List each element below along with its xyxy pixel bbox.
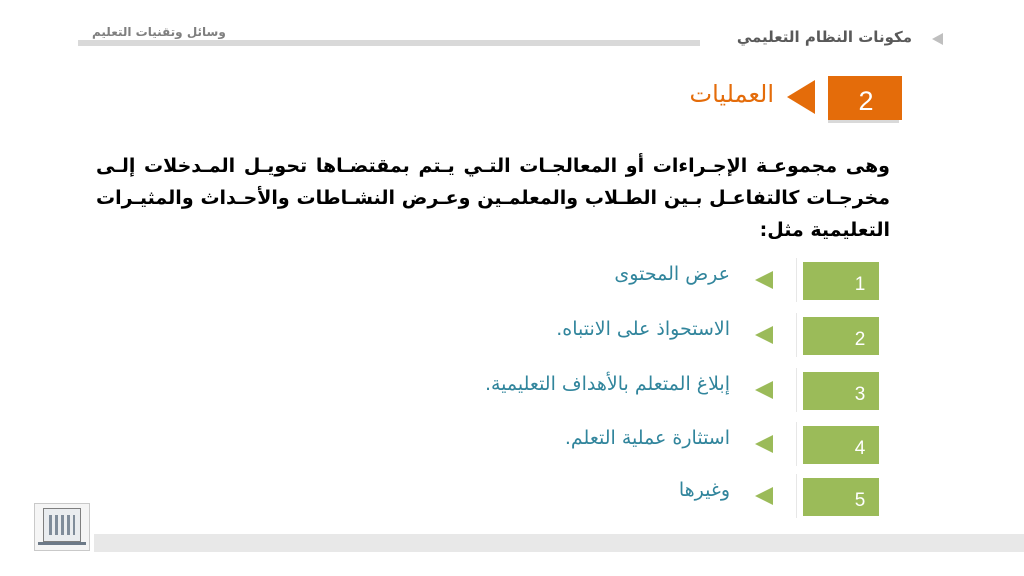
item-label: الاستحواذ على الانتباه.: [556, 318, 730, 340]
logo-emblem: [43, 508, 81, 542]
triangle-left-icon: [755, 271, 773, 289]
item-separator: [797, 368, 803, 412]
section-number: 2: [858, 86, 874, 116]
university-logo-icon: [34, 503, 90, 551]
course-title: وسائل وتقنيات التعليم: [92, 25, 226, 39]
item-number: 2: [854, 329, 866, 350]
item-label: وغيرها: [678, 479, 730, 501]
item-number: 5: [854, 490, 866, 511]
arrow-left-icon: [787, 80, 815, 114]
section-separator: [822, 70, 828, 128]
list-item: [0, 258, 1024, 302]
triangle-left-icon: [755, 381, 773, 399]
list-item: [0, 422, 1024, 466]
item-separator: [797, 313, 803, 357]
logo-caption: [38, 542, 86, 545]
triangle-left-icon: [755, 435, 773, 453]
item-separator: [797, 258, 803, 302]
item-separator: [797, 474, 803, 518]
slide-title: مكونات النظام التعليمي: [736, 28, 912, 46]
item-label: استثارة عملية التعلم.: [564, 427, 730, 449]
logo-pattern: [49, 515, 75, 535]
list-item: [0, 313, 1024, 357]
item-number: 4: [854, 438, 866, 459]
section-title: العمليات: [689, 80, 774, 108]
list-item: [0, 474, 1024, 518]
header-rule: [78, 40, 700, 46]
list-item: [0, 368, 1024, 412]
item-number: 3: [854, 384, 866, 405]
triangle-left-icon: [755, 487, 773, 505]
footer-bar: [94, 534, 1024, 552]
description-text: وهى مجموعـة الإجـراءات أو المعالجـات التـي يـتم بمقتضـاها تحويـل المـدخلات إلـى مخرجـات كالتفاعـل بـين الطـلاب والمعلمـين وعـرض النشـاطات والأحـداث والمثيـرات التعليمية مثل:: [96, 155, 890, 241]
item-separator: [797, 422, 803, 466]
triangle-left-icon: [932, 33, 943, 45]
item-number: 1: [854, 274, 866, 295]
item-label: عرض المحتوى: [614, 263, 730, 285]
item-label: إبلاغ المتعلم بالأهداف التعليمية.: [484, 373, 730, 395]
triangle-left-icon: [755, 326, 773, 344]
